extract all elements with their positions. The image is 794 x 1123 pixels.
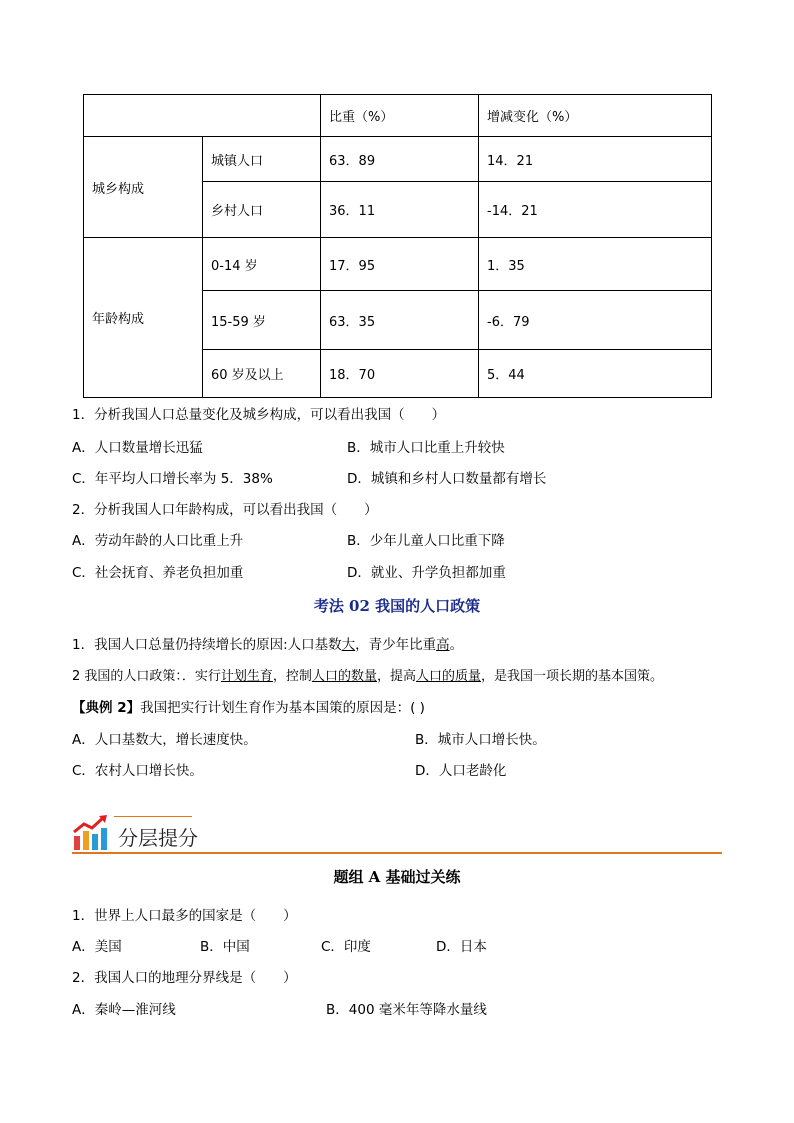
row-share: 63．89 bbox=[321, 137, 479, 182]
row-share: 36．11 bbox=[321, 182, 479, 238]
row-name: 15-59 岁 bbox=[203, 291, 321, 350]
group-a-q1-option-d[interactable]: D．日本 bbox=[436, 939, 487, 955]
row-change: 1．35 bbox=[479, 238, 712, 291]
example-2-option-d[interactable]: D．人口老龄化 bbox=[415, 763, 507, 779]
row-change: 14．21 bbox=[479, 137, 712, 182]
group-a-q1-stem: 1．世界上人口最多的国家是（ ） bbox=[72, 908, 297, 924]
example-2-option-c[interactable]: C．农村人口增长快。 bbox=[72, 763, 203, 779]
group-a-q2-option-b[interactable]: B．400 毫米年等降水量线 bbox=[326, 1002, 487, 1018]
group-label-age: 年龄构成 bbox=[84, 238, 203, 398]
example-2-option-b[interactable]: B．城市人口增长快。 bbox=[415, 732, 546, 748]
section-banner bbox=[72, 812, 722, 854]
row-name: 城镇人口 bbox=[203, 137, 321, 182]
group-a-q2-stem: 2．我国人口的地理分界线是（ ） bbox=[72, 970, 297, 986]
header-blank bbox=[84, 95, 321, 137]
group-a-q1-option-b[interactable]: B．中国 bbox=[200, 939, 250, 955]
row-share: 18．70 bbox=[321, 350, 479, 398]
group-label-urban-rural: 城乡构成 bbox=[84, 137, 203, 238]
banner-top-rule bbox=[114, 816, 192, 817]
group-a-heading: 题组 A 基础过关练 bbox=[333, 868, 461, 886]
q2-option-c[interactable]: C．社会抚育、养老负担加重 bbox=[72, 565, 244, 581]
row-name: 60 岁及以上 bbox=[203, 350, 321, 398]
row-share: 63．35 bbox=[321, 291, 479, 350]
q2-stem: 2．分析我国人口年龄构成，可以看出我国（ ） bbox=[72, 502, 378, 518]
row-share: 17．95 bbox=[321, 238, 479, 291]
q1-option-a[interactable]: A．人口数量增长迅猛 bbox=[72, 440, 203, 456]
example-2-stem: 【典例 2】我国把实行计划生育作为基本国策的原因是：( ) bbox=[72, 700, 425, 716]
row-change: -14．21 bbox=[479, 182, 712, 238]
chart-growth-icon bbox=[72, 814, 110, 852]
row-change: -6．79 bbox=[479, 291, 712, 350]
q1-stem: 1．分析我国人口总量变化及城乡构成，可以看出我国（ ） bbox=[72, 407, 446, 423]
q1-option-c[interactable]: C．年平均人口增长率为 5．38% bbox=[72, 471, 273, 487]
q2-option-d[interactable]: D．就业、升学负担都加重 bbox=[347, 565, 506, 581]
group-a-q1-option-a[interactable]: A．美国 bbox=[72, 939, 122, 955]
banner-divider bbox=[72, 852, 722, 854]
q1-option-d[interactable]: D．城镇和乡村人口数量都有增长 bbox=[347, 471, 547, 487]
row-name: 0-14 岁 bbox=[203, 238, 321, 291]
kaofa-point-2: 2 我国的人口政策：．实行计划生育，控制人口的数量，提高人口的质量，是我国一项长期的基本国策。 bbox=[72, 669, 663, 684]
q2-option-a[interactable]: A．劳动年龄的人口比重上升 bbox=[72, 533, 244, 549]
kaofa-heading: 考法 02 我国的人口政策 bbox=[313, 597, 481, 615]
header-share: 比重（%） bbox=[321, 95, 479, 137]
q1-option-b[interactable]: B．城市人口比重上升较快 bbox=[347, 440, 505, 456]
row-name: 乡村人口 bbox=[203, 182, 321, 238]
kaofa-point-1: 1．我国人口总量仍持续增长的原因:人口基数大，青少年比重高。 bbox=[72, 637, 464, 653]
group-a-q1-option-c[interactable]: C．印度 bbox=[321, 939, 371, 955]
row-change: 5．44 bbox=[479, 350, 712, 398]
example-2-option-a[interactable]: A．人口基数大，增长速度快。 bbox=[72, 732, 257, 748]
banner-title: 分层提分 bbox=[118, 826, 198, 850]
header-change: 增减变化（%） bbox=[479, 95, 712, 137]
group-a-q2-option-a[interactable]: A．秦岭—淮河线 bbox=[72, 1002, 176, 1018]
q2-option-b[interactable]: B．少年儿童人口比重下降 bbox=[347, 533, 505, 549]
population-table bbox=[83, 94, 712, 398]
